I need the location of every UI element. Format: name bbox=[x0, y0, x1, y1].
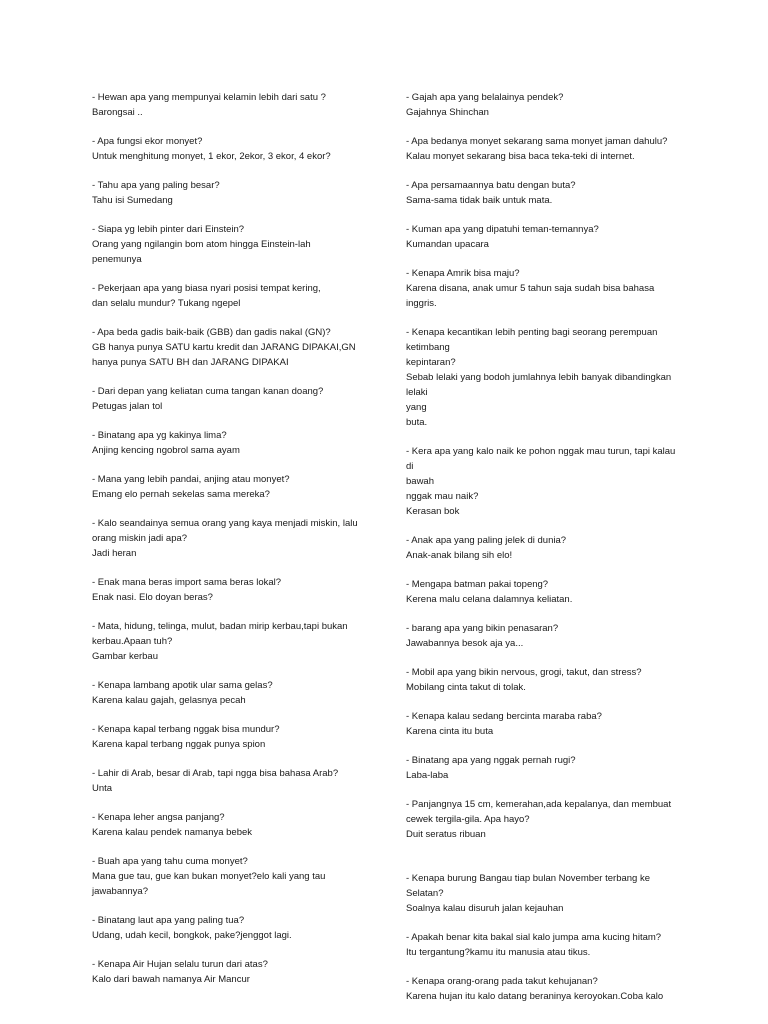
joke-answer-line: Karena disana, anak umur 5 tahun saja sudah bisa bahasa bbox=[406, 283, 655, 294]
joke-item bbox=[406, 871, 678, 916]
joke-question-line: - Mobil apa yang bikin nervous, grogi, takut, dan stress? bbox=[406, 667, 642, 678]
joke-item bbox=[92, 722, 372, 752]
joke-item bbox=[406, 709, 678, 739]
joke-item bbox=[92, 325, 372, 370]
joke-item bbox=[92, 678, 372, 708]
joke-answer-line: Kumandan upacara bbox=[406, 239, 489, 250]
joke-answer-line: Karena kapal terbang nggak punya spion bbox=[92, 739, 266, 750]
joke-answer-line: Anak-anak bilang sih elo! bbox=[406, 550, 513, 561]
joke-answer-line: jawabannya? bbox=[92, 886, 148, 897]
joke-item bbox=[92, 619, 372, 664]
joke-item bbox=[406, 266, 678, 311]
joke-question-line: - Binatang apa yg kakinya lima? bbox=[92, 430, 227, 441]
joke-question-line: - Mata, hidung, telinga, mulut, badan mirip kerbau,tapi bukan bbox=[92, 621, 348, 632]
right-column bbox=[406, 90, 678, 1018]
joke-answer-line: Karena cinta itu buta bbox=[406, 726, 494, 737]
joke-answer-line: Jawabannya besok aja ya... bbox=[406, 638, 524, 649]
joke-answer-line: Itu tergantung?kamu itu manusia atau tikus. bbox=[406, 947, 591, 958]
joke-item bbox=[406, 797, 678, 857]
joke-question-line: bawah bbox=[406, 476, 434, 487]
joke-question-line: - Apa persamaannya batu dengan buta? bbox=[406, 180, 576, 191]
joke-answer-line: Kalau monyet sekarang bisa baca teka-teki di internet. bbox=[406, 151, 635, 162]
joke-answer-line: Karena kalau pendek namanya bebek bbox=[92, 827, 253, 838]
joke-question-line: kerbau.Apaan tuh? bbox=[92, 636, 173, 647]
joke-question-line: - Kenapa orang-orang pada takut kehujanan? bbox=[406, 976, 598, 987]
joke-question-line: - Gajah apa yang belalainya pendek? bbox=[406, 92, 564, 103]
joke-question-line: - Kenapa lambang apotik ular sama gelas? bbox=[92, 680, 273, 691]
joke-question-line: kepintaran? bbox=[406, 357, 456, 368]
joke-answer-line: Kerasan bok bbox=[406, 506, 460, 517]
joke-answer-line: Emang elo pernah sekelas sama mereka? bbox=[92, 489, 270, 500]
joke-question-line: - Kenapa Amrik bisa maju? bbox=[406, 268, 520, 279]
joke-answer-line: Udang, udah kecil, bongkok, pake?jenggot lagi. bbox=[92, 930, 292, 941]
joke-question-line: nggak mau naik? bbox=[406, 491, 479, 502]
joke-question-line: - Mana yang lebih pandai, anjing atau monyet? bbox=[92, 474, 290, 485]
joke-question-line: - Buah apa yang tahu cuma monyet? bbox=[92, 856, 248, 867]
joke-item bbox=[406, 222, 678, 252]
joke-answer-line: Karena kalau gajah, gelasnya pecah bbox=[92, 695, 246, 706]
joke-item bbox=[406, 753, 678, 783]
joke-item bbox=[92, 854, 372, 899]
joke-answer-line: penemunya bbox=[92, 254, 142, 265]
joke-item bbox=[92, 90, 372, 120]
joke-answer-line: Untuk menghitung monyet, 1 ekor, 2ekor, 3 ekor, 4 ekor? bbox=[92, 151, 331, 162]
joke-item bbox=[406, 444, 678, 519]
joke-question-line: - Kenapa burung Bangau tiap bulan November terbang ke bbox=[406, 873, 651, 884]
left-column bbox=[92, 90, 372, 1001]
joke-answer-line: Barongsai .. bbox=[92, 107, 143, 118]
joke-answer-line: Kerena malu celana dalamnya keliatan. bbox=[406, 594, 573, 605]
joke-answer-line: Laba-laba bbox=[406, 770, 449, 781]
joke-item bbox=[406, 930, 678, 960]
joke-question-line: - Binatang laut apa yang paling tua? bbox=[92, 915, 245, 926]
joke-answer-line: Gambar kerbau bbox=[92, 651, 159, 662]
joke-item bbox=[406, 533, 678, 563]
joke-question-line: - Apa fungsi ekor monyet? bbox=[92, 136, 203, 147]
joke-item bbox=[92, 575, 372, 605]
joke-question-line: - Panjangnya 15 cm, kemerahan,ada kepalanya, dan membuat bbox=[406, 799, 672, 810]
joke-item bbox=[406, 178, 678, 208]
joke-answer-line: Sebab lelaki yang bodoh jumlahnya lebih banyak dibandingkan bbox=[406, 372, 672, 383]
joke-item bbox=[92, 384, 372, 414]
joke-answer-line: hanya punya SATU BH dan JARANG DIPAKAI bbox=[92, 357, 289, 368]
joke-item bbox=[92, 766, 372, 796]
joke-question-line: - Kalo seandainya semua orang yang kaya menjadi miskin, lalu bbox=[92, 518, 358, 529]
joke-question-line: ketimbang bbox=[406, 342, 450, 353]
joke-item bbox=[92, 428, 372, 458]
joke-question-line: - Kuman apa yang dipatuhi teman-temannya? bbox=[406, 224, 599, 235]
joke-item bbox=[406, 90, 678, 120]
joke-item bbox=[406, 577, 678, 607]
joke-question-line: - Kenapa kalau sedang bercinta maraba raba? bbox=[406, 711, 602, 722]
joke-question-line: - Lahir di Arab, besar di Arab, tapi ngga bisa bahasa Arab? bbox=[92, 768, 339, 779]
joke-answer-line: Karena hujan itu kalo datang beraninya keroyokan.Coba kalo bbox=[406, 991, 664, 1002]
joke-item bbox=[92, 222, 372, 267]
joke-question-line: dan selalu mundur? Tukang ngepel bbox=[92, 298, 241, 309]
joke-question-line: - Apa beda gadis baik-baik (GBB) dan gadis nakal (GN)? bbox=[92, 327, 331, 338]
joke-item bbox=[92, 516, 372, 561]
joke-answer-line: GB hanya punya SATU kartu kredit dan JARANG DIPAKAI,GN bbox=[92, 342, 356, 353]
joke-question-line: di bbox=[406, 461, 414, 472]
joke-question-line: - Anak apa yang paling jelek di dunia? bbox=[406, 535, 567, 546]
joke-answer-line: yang bbox=[406, 402, 427, 413]
joke-question-line: - Kera apa yang kalo naik ke pohon nggak mau turun, tapi kalau bbox=[406, 446, 676, 457]
joke-answer-line: Anjing kencing ngobrol sama ayam bbox=[92, 445, 240, 456]
joke-answer-line: Mobilang cinta takut di tolak. bbox=[406, 682, 526, 693]
joke-answer-line: Jadi heran bbox=[92, 548, 137, 559]
joke-question-line: - Dari depan yang keliatan cuma tangan kanan doang? bbox=[92, 386, 324, 397]
joke-question-line: - Hewan apa yang mempunyai kelamin lebih dari satu ? bbox=[92, 92, 326, 103]
joke-answer-line: Duit seratus ribuan bbox=[406, 829, 486, 840]
joke-answer-line: Orang yang ngilangin bom atom hingga Einstein-lah bbox=[92, 239, 311, 250]
joke-item bbox=[406, 974, 678, 1004]
joke-answer-line: Tahu isi Sumedang bbox=[92, 195, 173, 206]
joke-answer-line: buta. bbox=[406, 417, 428, 428]
joke-question-line: Selatan? bbox=[406, 888, 444, 899]
joke-question-line: - Mengapa batman pakai topeng? bbox=[406, 579, 549, 590]
joke-answer-line: Sama-sama tidak baik untuk mata. bbox=[406, 195, 553, 206]
joke-item bbox=[92, 957, 372, 987]
joke-answer-line: Gajahnya Shinchan bbox=[406, 107, 489, 118]
joke-question-line: - Tahu apa yang paling besar? bbox=[92, 180, 220, 191]
joke-answer-line: inggris. bbox=[406, 298, 437, 309]
joke-item bbox=[406, 621, 678, 651]
joke-question-line: cewek tergila-gila. Apa hayo? bbox=[406, 814, 530, 825]
joke-question-line: - Pekerjaan apa yang biasa nyari posisi tempat kering, bbox=[92, 283, 321, 294]
joke-item bbox=[92, 472, 372, 502]
joke-question-line: orang miskin jadi apa? bbox=[92, 533, 188, 544]
joke-answer-line: Enak nasi. Elo doyan beras? bbox=[92, 592, 213, 603]
joke-answer-line: Kalo dari bawah namanya Air Mancur bbox=[92, 974, 250, 985]
joke-question-line: - Enak mana beras import sama beras lokal? bbox=[92, 577, 282, 588]
joke-question-line: - Siapa yg lebih pinter dari Einstein? bbox=[92, 224, 245, 235]
joke-question-line: - Binatang apa yang nggak pernah rugi? bbox=[406, 755, 576, 766]
joke-question-line: - Apa bedanya monyet sekarang sama monyet jaman dahulu? bbox=[406, 136, 668, 147]
joke-item bbox=[406, 665, 678, 695]
joke-question-line: - Apakah benar kita bakal sial kalo jumpa ama kucing hitam? bbox=[406, 932, 662, 943]
joke-answer-line: Petugas jalan tol bbox=[92, 401, 163, 412]
joke-question-line: - Kenapa leher angsa panjang? bbox=[92, 812, 225, 823]
joke-item bbox=[92, 281, 372, 311]
joke-question-line: - Kenapa kapal terbang nggak bisa mundur? bbox=[92, 724, 280, 735]
joke-answer-line: Unta bbox=[92, 783, 113, 794]
joke-item bbox=[406, 134, 678, 164]
joke-item bbox=[406, 325, 678, 430]
joke-item bbox=[92, 178, 372, 208]
joke-question-line: - Kenapa kecantikan lebih penting bagi seorang perempuan bbox=[406, 327, 658, 338]
joke-answer-line: Soalnya kalau disuruh jalan kejauhan bbox=[406, 903, 564, 914]
joke-item bbox=[92, 913, 372, 943]
joke-question-line: - barang apa yang bikin penasaran? bbox=[406, 623, 559, 634]
joke-answer-line: lelaki bbox=[406, 387, 428, 398]
joke-item bbox=[92, 134, 372, 164]
joke-answer-line: Mana gue tau, gue kan bukan monyet?elo kali yang tau bbox=[92, 871, 326, 882]
joke-item bbox=[92, 810, 372, 840]
joke-question-line: - Kenapa Air Hujan selalu turun dari atas? bbox=[92, 959, 268, 970]
